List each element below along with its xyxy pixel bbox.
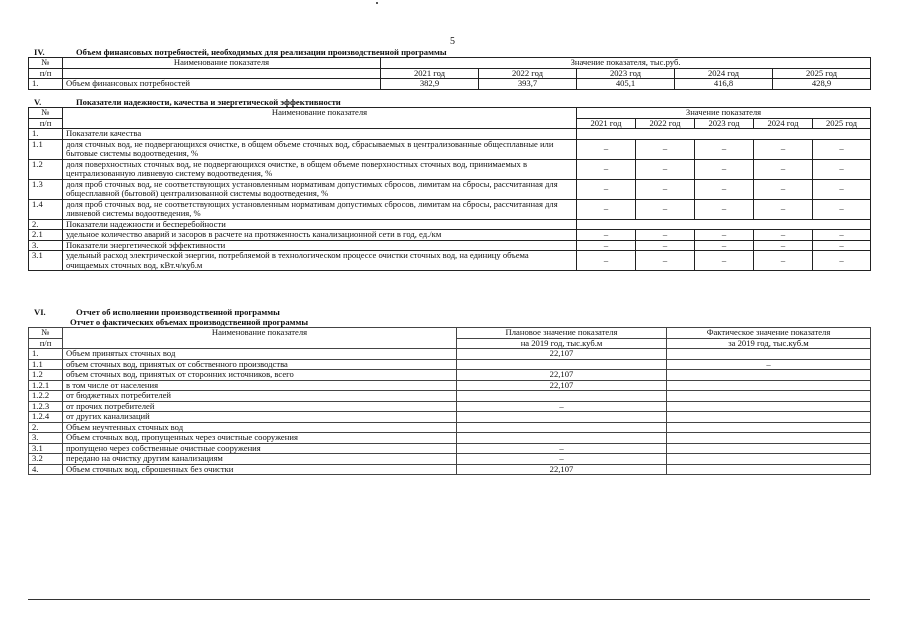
row-value: –: [636, 159, 695, 179]
year-header: 2025 год: [813, 118, 871, 129]
row-value: –: [577, 240, 636, 251]
section-4-title: Объем финансовых потребностей, необходимых для реализации производственной программы: [76, 47, 447, 57]
row-value: 416,8: [675, 79, 773, 90]
row-plan-value: –: [457, 454, 667, 465]
row-value: –: [754, 251, 813, 271]
column-number-header-2: п/п: [29, 68, 63, 79]
row-fact-value: [667, 412, 871, 423]
row-value: –: [577, 199, 636, 219]
financial-needs-table: [28, 57, 871, 90]
table-row: [29, 79, 871, 90]
row-value: –: [813, 199, 871, 219]
row-value: –: [695, 199, 754, 219]
column-plan-header: Плановое значение показателя: [457, 328, 667, 339]
row-number: 1.4: [29, 199, 63, 219]
row-value: –: [636, 139, 695, 159]
section-4-heading: [28, 47, 870, 57]
row-value: –: [636, 199, 695, 219]
row-number: 1.2.2: [29, 391, 63, 402]
row-number: 1.2.1: [29, 380, 63, 391]
row-value: –: [754, 230, 813, 241]
column-name-header: Наименование показателя: [63, 108, 577, 129]
row-plan-value: 22,107: [457, 380, 667, 391]
row-value: –: [813, 240, 871, 251]
row-value: –: [813, 179, 871, 199]
row-value: –: [577, 179, 636, 199]
table-row: [29, 380, 871, 391]
row-name: удельный расход электрической энергии, потребляемой в технологическом процессе очистки сточных вод, на единицу объема очищаемых сточных вод, кВт.ч/куб.м: [63, 251, 577, 271]
row-plan-value: [457, 422, 667, 433]
column-name-header: Наименование показателя: [63, 328, 457, 349]
row-name: доля проб сточных вод, не соответствующих установленным нормативам допустимых сбросов, лимитам на сбросы, рассчитанная для ливневой системы водоотведения, %: [63, 199, 577, 219]
year-header: 2023 год: [577, 68, 675, 79]
section-program-report: [28, 307, 870, 475]
row-plan-value: [457, 359, 667, 370]
row-plan-value: [457, 412, 667, 423]
table-row: [29, 139, 871, 159]
group-heading: Показатели надежности и бесперебойности: [63, 219, 577, 230]
row-fact-value: [667, 443, 871, 454]
row-value: –: [636, 240, 695, 251]
section-6-title: Отчет об исполнении производственной программы: [76, 307, 280, 317]
row-fact-value: [667, 433, 871, 444]
row-plan-value: 22,107: [457, 349, 667, 360]
section-4-number: IV.: [34, 47, 45, 57]
row-number: 1.2.4: [29, 412, 63, 423]
section-5-title: Показатели надежности, качества и энергетической эффективности: [76, 97, 341, 107]
column-number-header: №: [29, 108, 63, 119]
row-name: от бюджетных потребителей: [63, 391, 457, 402]
table-row: [29, 219, 871, 230]
row-name: Объем сточных вод, пропущенных через очистные сооружения: [63, 433, 457, 444]
table-row: [29, 240, 871, 251]
row-name: доля проб сточных вод, не соответствующих установленным нормативам допустимых сбросов, лимитам на сбросы, рассчитанная для общесплавной (бытовой) централизованной системы водоотведения, %: [63, 179, 577, 199]
year-header: 2025 год: [773, 68, 871, 79]
scan-speck: [376, 2, 378, 4]
row-number: 1.1: [29, 359, 63, 370]
row-number: 2.: [29, 219, 63, 230]
table-row: [29, 159, 871, 179]
year-header: 2022 год: [479, 68, 577, 79]
row-value: –: [754, 240, 813, 251]
group-spacer: [577, 129, 871, 140]
row-plan-value: –: [457, 443, 667, 454]
row-name: объем сточных вод, принятых от сторонних источников, всего: [63, 370, 457, 381]
row-value: –: [754, 199, 813, 219]
section-5-heading: [28, 97, 870, 107]
row-number: 1.2: [29, 370, 63, 381]
row-plan-value: 22,107: [457, 464, 667, 475]
row-fact-value: [667, 401, 871, 412]
row-value: –: [695, 240, 754, 251]
row-name: доля сточных вод, не подвергающихся очистке, в общем объеме сточных вод, сбрасываемых в централизованные общесплавные или бытовые системы водоотведения, %: [63, 139, 577, 159]
row-number: 1.: [29, 129, 63, 140]
table-row: [29, 454, 871, 465]
row-number: 2.1: [29, 230, 63, 241]
column-name-header: Наименование показателя: [63, 58, 381, 69]
row-value: 393,7: [479, 79, 577, 90]
section-6-subtitle: Отчет о фактических объемах производственной программы: [70, 317, 309, 327]
table-row: [29, 433, 871, 444]
section-financial-needs: [28, 47, 870, 90]
bottom-rule: [28, 599, 870, 600]
table-row: [29, 179, 871, 199]
table-row: [29, 401, 871, 412]
table-row: [29, 443, 871, 454]
row-plan-value: [457, 433, 667, 444]
year-header: 2024 год: [754, 118, 813, 129]
row-number: 1.2: [29, 159, 63, 179]
row-value: 428,9: [773, 79, 871, 90]
table-row: [29, 391, 871, 402]
table-row: [29, 199, 871, 219]
row-name: пропущено через собственные очистные сооружения: [63, 443, 457, 454]
column-fact-header: Фактическое значение показателя: [667, 328, 871, 339]
reliability-indicators-table: [28, 107, 871, 271]
section-6-number: VI.: [34, 307, 46, 317]
row-number: 3.: [29, 433, 63, 444]
row-name: от других канализаций: [63, 412, 457, 423]
section-reliability-indicators: [28, 97, 870, 271]
row-number: 3.1: [29, 443, 63, 454]
table-row: [29, 129, 871, 140]
table-row: [29, 412, 871, 423]
row-number: 4.: [29, 464, 63, 475]
year-header: 2021 год: [577, 118, 636, 129]
column-name-spacer: [63, 68, 381, 79]
column-number-header-2: п/п: [29, 338, 63, 349]
table-row: [29, 251, 871, 271]
section-6-heading: [28, 307, 870, 317]
row-fact-value: [667, 370, 871, 381]
table-row: [29, 230, 871, 241]
column-plan-header-2: на 2019 год, тыс.куб.м: [457, 338, 667, 349]
row-value: –: [695, 251, 754, 271]
row-plan-value: 22,107: [457, 370, 667, 381]
row-value: –: [577, 251, 636, 271]
table-row: [29, 464, 871, 475]
column-value-header: Значение показателя, тыс.руб.: [381, 58, 871, 69]
row-number: 1.2.3: [29, 401, 63, 412]
row-value: –: [813, 251, 871, 271]
row-name: в том числе от населения: [63, 380, 457, 391]
row-number: 1.: [29, 79, 63, 90]
year-header: 2023 год: [695, 118, 754, 129]
year-header: 2022 год: [636, 118, 695, 129]
row-value: –: [577, 230, 636, 241]
row-number: 3.2: [29, 454, 63, 465]
row-name: Объем сточных вод, сброшенных без очистки: [63, 464, 457, 475]
row-value: –: [695, 179, 754, 199]
row-value: –: [754, 179, 813, 199]
row-number: 1.1: [29, 139, 63, 159]
row-value: 405,1: [577, 79, 675, 90]
row-value: –: [754, 139, 813, 159]
row-fact-value: [667, 464, 871, 475]
row-value: –: [636, 179, 695, 199]
section-5-number: V.: [34, 97, 42, 107]
row-value: –: [695, 159, 754, 179]
row-number: 1.3: [29, 179, 63, 199]
column-number-header: №: [29, 328, 63, 339]
column-number-header-2: п/п: [29, 118, 63, 129]
table-row: [29, 349, 871, 360]
row-value: –: [813, 230, 871, 241]
row-name: Объем неучтенных сточных вод: [63, 422, 457, 433]
row-value: –: [636, 230, 695, 241]
row-name: Показатели энергетической эффективности: [63, 240, 577, 251]
column-fact-header-2: за 2019 год, тыс.куб.м: [667, 338, 871, 349]
group-spacer: [577, 219, 871, 230]
row-fact-value: [667, 454, 871, 465]
row-fact-value: [667, 391, 871, 402]
row-name: от прочих потребителей: [63, 401, 457, 412]
row-value: –: [754, 159, 813, 179]
row-plan-value: [457, 391, 667, 402]
row-value: –: [813, 139, 871, 159]
page-number: 5: [450, 36, 455, 47]
year-header: 2021 год: [381, 68, 479, 79]
year-header: 2024 год: [675, 68, 773, 79]
row-fact-value: [667, 349, 871, 360]
row-fact-value: [667, 422, 871, 433]
row-number: 1.: [29, 349, 63, 360]
row-name: доля поверхностных сточных вод, не подвергающихся очистке, в общем объеме поверхностных сточных вод, принимаемых в централизованную ливневую систему водоотведения, %: [63, 159, 577, 179]
row-plan-value: –: [457, 401, 667, 412]
row-name: Объем финансовых потребностей: [63, 79, 381, 90]
row-number: 2.: [29, 422, 63, 433]
row-fact-value: –: [667, 359, 871, 370]
row-value: –: [813, 159, 871, 179]
row-name: Объем принятых сточных вод: [63, 349, 457, 360]
row-value: –: [577, 139, 636, 159]
row-name: передано на очистку другим канализациям: [63, 454, 457, 465]
row-value: –: [695, 230, 754, 241]
table-row: [29, 422, 871, 433]
row-fact-value: [667, 380, 871, 391]
row-value: –: [636, 251, 695, 271]
row-number: 3.: [29, 240, 63, 251]
row-value: 382,9: [381, 79, 479, 90]
row-name: объем сточных вод, принятых от собственного производства: [63, 359, 457, 370]
table-row: [29, 370, 871, 381]
row-number: 3.1: [29, 251, 63, 271]
row-value: –: [577, 159, 636, 179]
column-value-header: Значение показателя: [577, 108, 871, 119]
row-name: удельное количество аварий и засоров в расчете на протяженность канализационной сети в год, ед./км: [63, 230, 577, 241]
row-value: –: [695, 139, 754, 159]
program-report-table: [28, 327, 871, 475]
group-heading: Показатели качества: [63, 129, 577, 140]
column-number-header: №: [29, 58, 63, 69]
table-row: [29, 359, 871, 370]
